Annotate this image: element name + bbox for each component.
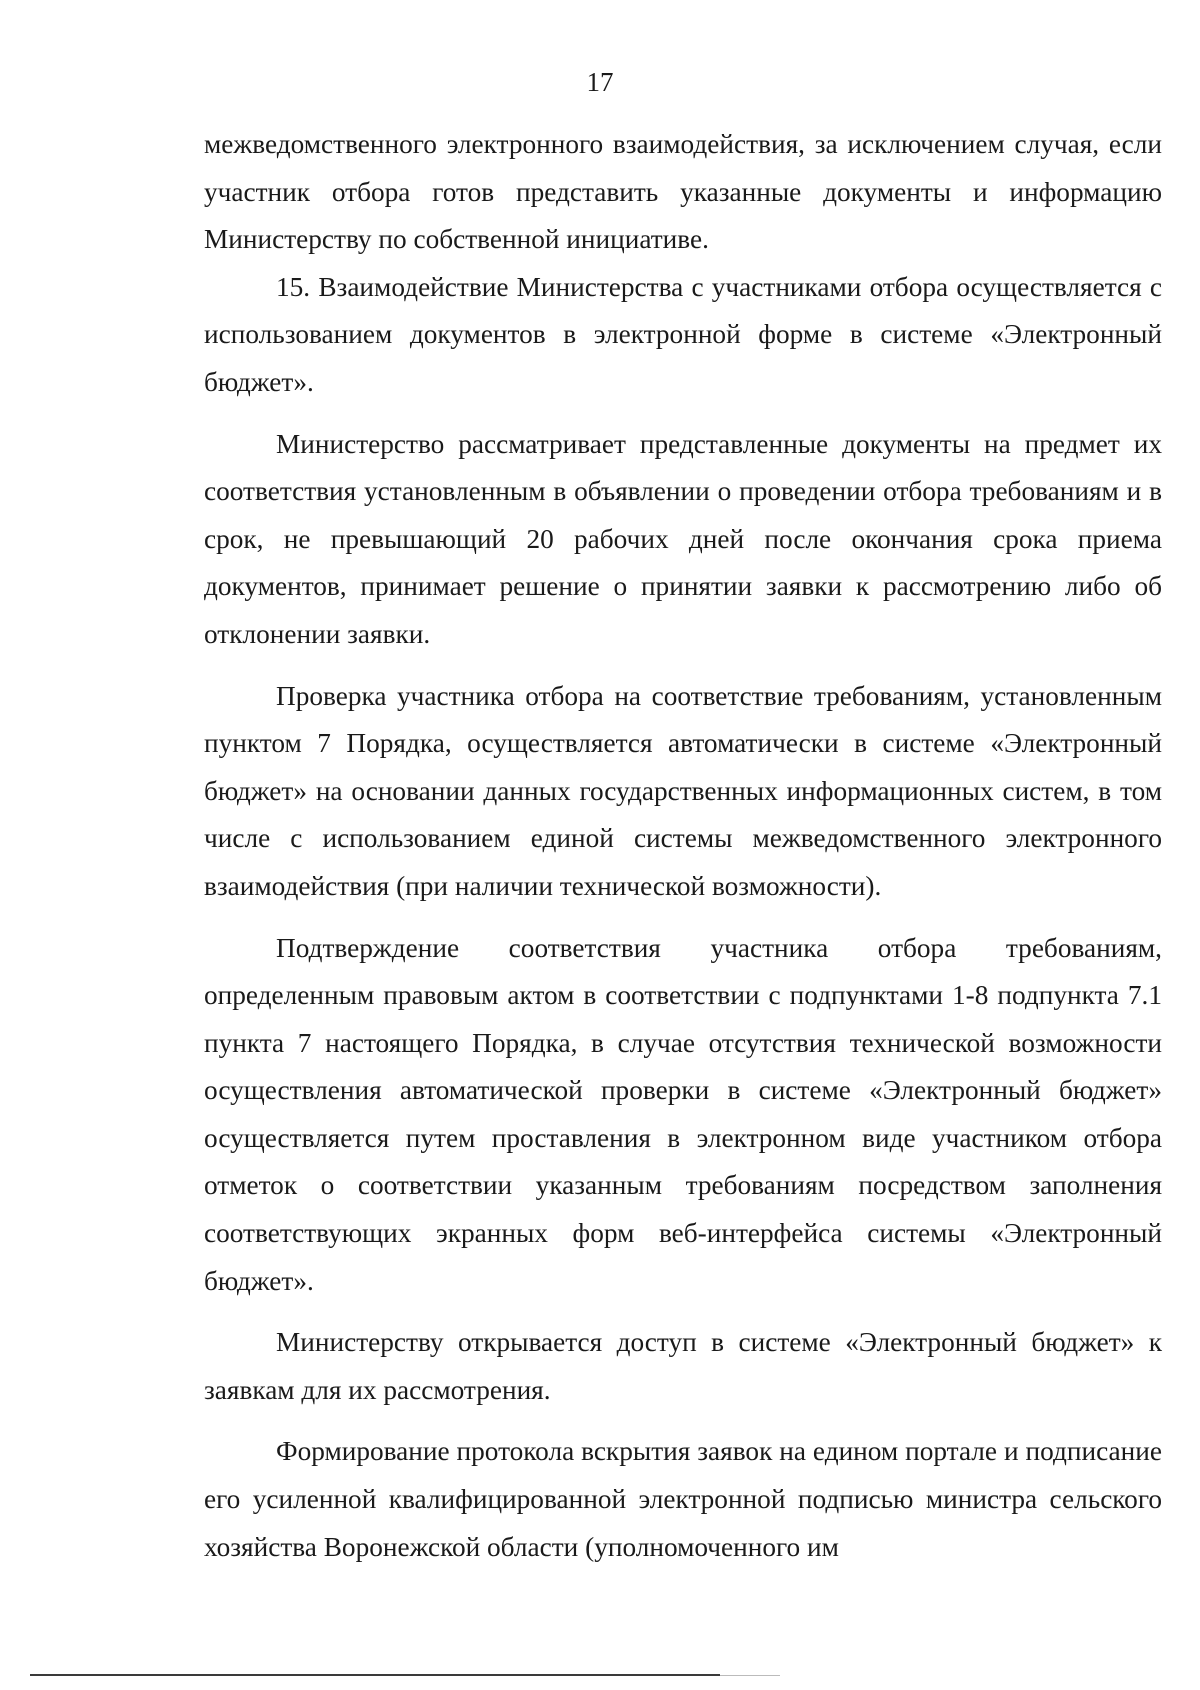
paragraph-access: Министерству открывается доступ в системе «Электронный бюджет» к заявкам для их рассмотрения. [204, 1327, 1162, 1405]
paragraph-confirmation: Подтверждение соответствия участника отбора требованиям, определенным правовым актом в соответствии с подпунктами 1-8 подпункта 7.1 пункта 7 настоящего Порядка, в случае отсутствия технической возможности осуществления автоматической проверки в системе «Электронный бюджет» осуществляется путем проставления в электронном виде участником отбора отметок о соответствии указанным требованиям посредством заполнения соответствующих экранных форм веб-интерфейса системы «Электронный бюджет». [204, 932, 1162, 1296]
scan-edge-line-faint [720, 1675, 780, 1676]
paragraph-review: Министерство рассматривает представленные документы на предмет их соответствия установленным в объявлении о проведении отбора требованиям и в срок, не превышающий 20 рабочих дней после окончания срока приема документов, принимает решение о принятии заявки к рассмотрению либо об отклонении заявки. [204, 428, 1162, 649]
paragraph-check: Проверка участника отбора на соответствие требованиям, установленным пунктом 7 Порядка, осуществляется автоматически в системе «Электронный бюджет» на основании данных государственных информационных систем, в том числе с использованием единой системы межведомственного электронного взаимодействия (при наличии технической возможности). [204, 680, 1162, 901]
paragraph-continuation: межведомственного электронного взаимодействия, за исключением случая, если участник отбора готов представить указанные документы и информацию Министерству по собственной инициативе. [204, 129, 1162, 255]
page-number: 17 [586, 67, 614, 97]
paragraph-protocol: Формирование протокола вскрытия заявок на едином портале и подписание его усиленной квалифицированной электронной подписью министра сельского хозяйства Воронежской области (уполномоченного им [204, 1436, 1162, 1562]
paragraph-item-15: 15. Взаимодействие Министерства с участниками отбора осуществляется с использованием документов в электронной форме в системе «Электронный бюджет». [204, 271, 1162, 397]
scan-edge-line [30, 1674, 720, 1676]
document-body [204, 121, 1162, 1571]
